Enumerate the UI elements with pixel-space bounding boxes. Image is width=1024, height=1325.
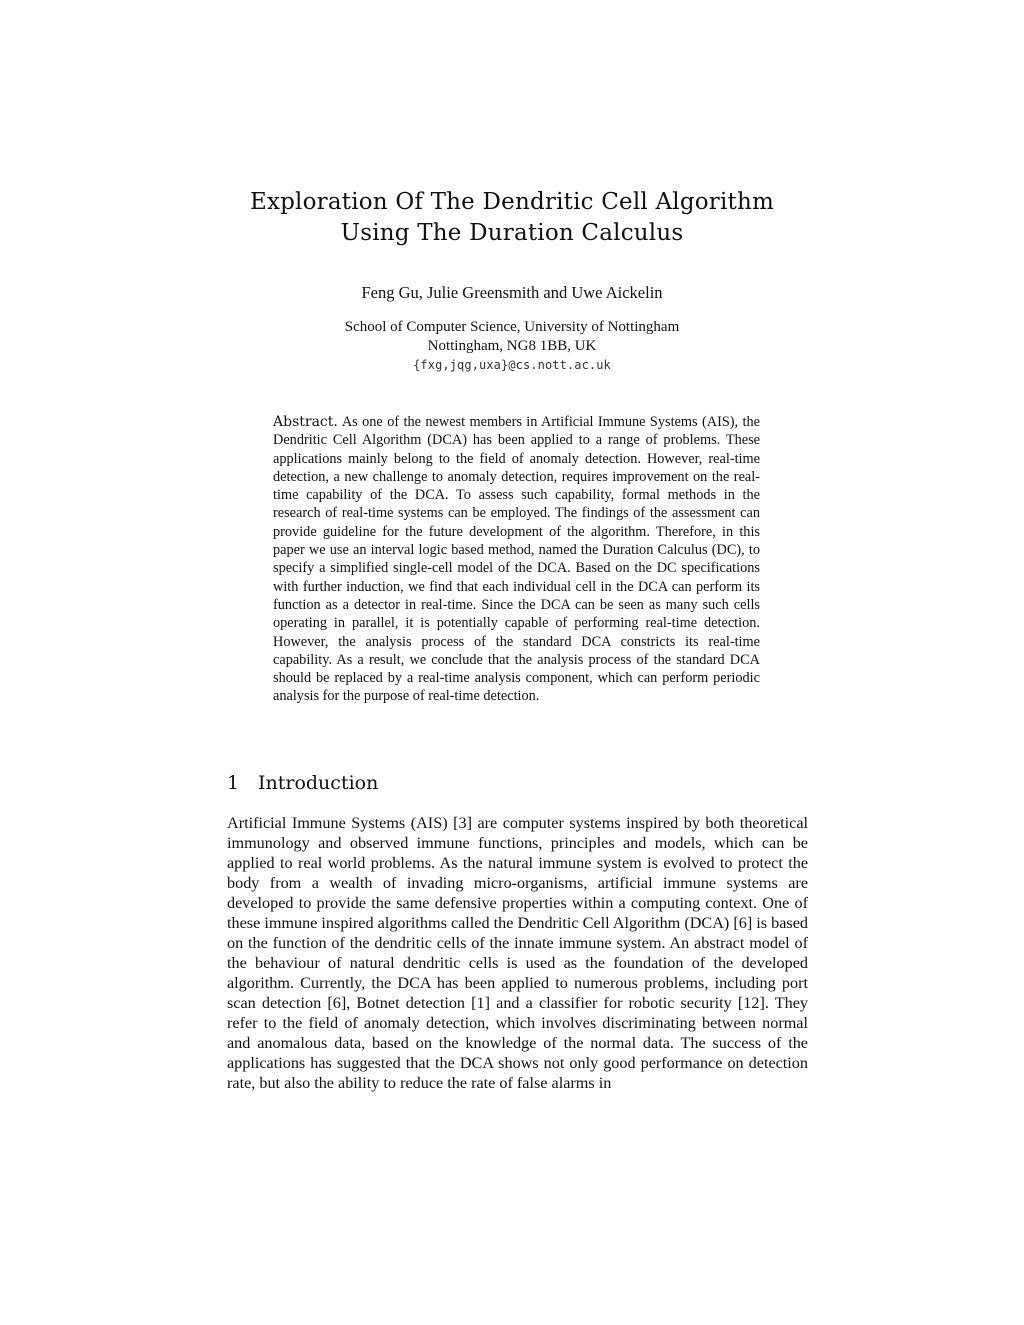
affiliation-block — [0, 318, 1024, 375]
author-email: {fxg,jqg,uxa}@cs.nott.ac.uk — [413, 358, 611, 372]
affiliation-line-2: Nottingham, NG8 1BB, UK — [427, 338, 597, 354]
abstract-text: As one of the newest members in Artificial Immune Systems (AIS), the Dendritic Cell Algorithm (DCA) has been applied to a range of problems. These applications mainly belong to the field of anomaly detection. However, real-time detection, a new challenge to anomaly detection, requires improvement on the real-time capability of the DCA. To assess such capability, formal methods in the research of real-time systems can be employed. The findings of the assessment can provide guideline for the future development of the algorithm. Therefore, in this paper we use an interval logic based method, named the Duration Calculus (DC), to specify a simplified single-cell model of the DCA. Based on the DC specifications with further induction, we find that each individual cell in the DCA can perform its function as a detector in real-time. Since the DCA can be seen as many such cells operating in parallel, it is potentially capable of performing real-time detection. However, the analysis process of the standard DCA constricts its real-time capability. As a result, we conclude that the analysis process of the standard DCA should be replaced by a real-time analysis component, which can perform periodic analysis for the purpose of real-time detection. — [273, 414, 760, 705]
section-number: 1 — [227, 772, 240, 794]
paper-title-line-2: Using The Duration Calculus — [340, 220, 684, 246]
abstract-label: Abstract. — [273, 414, 338, 430]
section-title: Introduction — [258, 772, 379, 794]
abstract-block — [273, 413, 760, 706]
affiliation-line-1: School of Computer Science, University of Nottingham — [344, 319, 680, 335]
section-heading — [227, 772, 378, 794]
paper-title — [0, 187, 1024, 249]
paper-title-line-1: Exploration Of The Dendritic Cell Algorithm — [249, 189, 775, 215]
author-list: Feng Gu, Julie Greensmith and Uwe Aickelin — [361, 283, 663, 302]
intro-paragraph: Artificial Immune Systems (AIS) [3] are computer systems inspired by both theoretical immunology and observed immune functions, principles and models, which can be applied to real world problems. As the natural immune system is evolved to protect the body from a wealth of invading micro-organisms, artificial immune systems are developed to provide the same defensive properties within a computing context. One of these immune inspired algorithms called the Dendritic Cell Algorithm (DCA) [6] is based on the function of the dendritic cells of the innate immune system. An abstract model of the behaviour of natural dendritic cells is used as the foundation of the developed algorithm. Currently, the DCA has been applied to numerous problems, including port scan detection [6], Botnet detection [1] and a classifier for robotic security [12]. They refer to the field of anomaly detection, which involves discriminating between normal and anomalous data, based on the knowledge of the normal data. The success of the applications has suggested that the DCA shows not only good performance on detection rate, but also the ability to reduce the rate of false alarms in — [227, 814, 808, 1092]
